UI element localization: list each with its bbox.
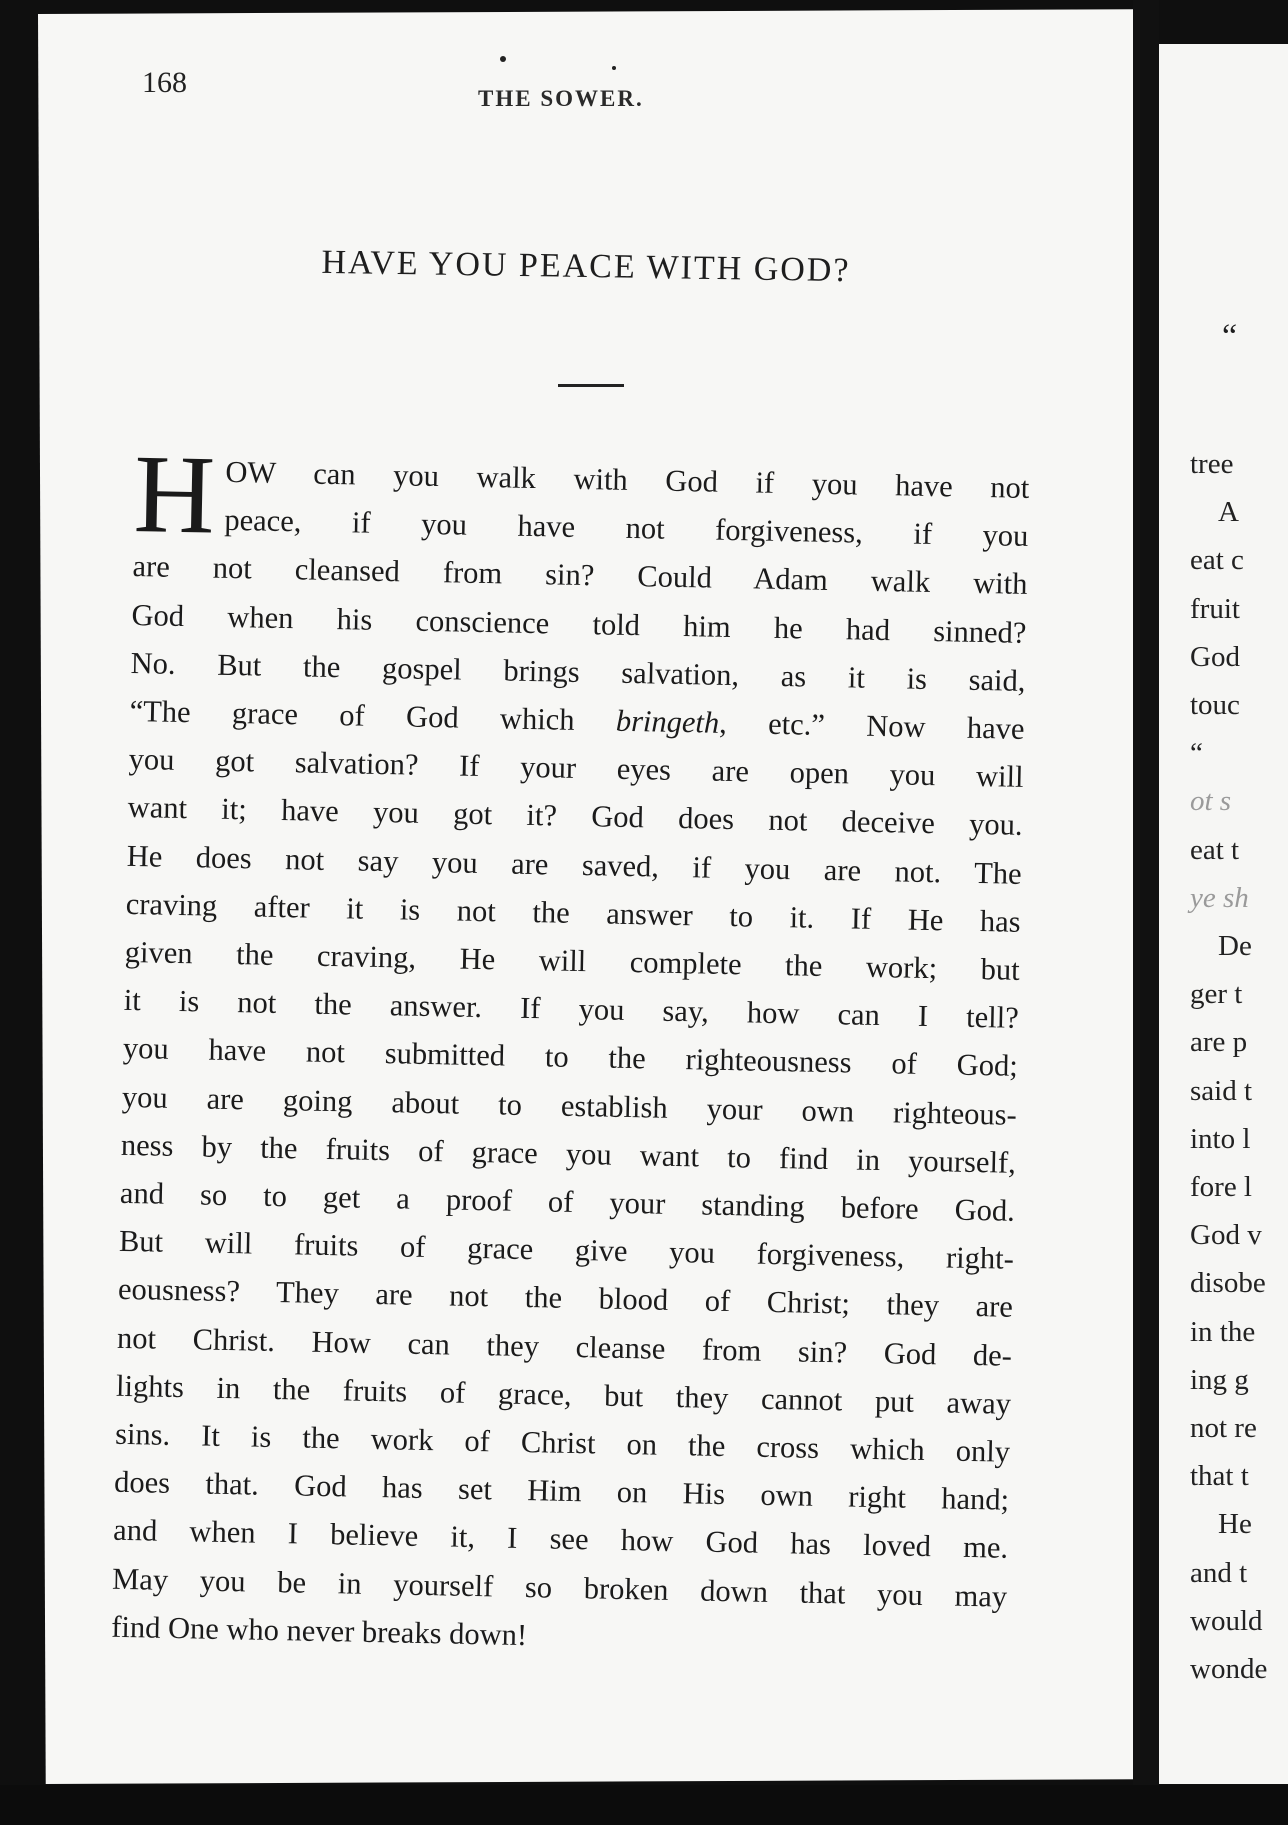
speck bbox=[612, 66, 616, 70]
facing-line: eat t bbox=[1190, 833, 1240, 866]
italic-word: bringeth bbox=[615, 703, 720, 740]
facing-line: fore l bbox=[1190, 1171, 1252, 1204]
article-title: HAVE YOU PEACE WITH GOD? bbox=[321, 243, 851, 290]
facing-line: fruit bbox=[1190, 592, 1240, 625]
body-line: find One who never breaks down! bbox=[110, 1609, 528, 1652]
body-line: ness by the fruits of grace you want to find in yourself, bbox=[120, 1127, 1017, 1180]
facing-line: disobe bbox=[1190, 1267, 1266, 1300]
facing-line: said t bbox=[1190, 1074, 1253, 1107]
facing-page-text bbox=[1190, 440, 1288, 1693]
facing-line: wonde bbox=[1190, 1653, 1268, 1686]
body-line: God when his conscience told him he had sinned? bbox=[131, 597, 1027, 650]
facing-line: ing g bbox=[1190, 1363, 1249, 1396]
body-line: you got salvation? If your eyes are open you will bbox=[128, 742, 1024, 795]
facing-line: would bbox=[1190, 1604, 1263, 1637]
body-line: May you be in yourself so broken down that you may bbox=[111, 1561, 1008, 1614]
body-line: sins. It is the work of Christ on the cross which only bbox=[114, 1416, 1011, 1469]
title-rule bbox=[558, 384, 624, 387]
body-line: you are going about to establish your own righteous- bbox=[121, 1079, 1018, 1132]
body-line: and so to get a proof of your standing before God. bbox=[119, 1175, 1016, 1228]
facing-line: God v bbox=[1190, 1219, 1262, 1252]
body-line: does that. God has set Him on His own right hand; bbox=[113, 1465, 1010, 1518]
running-head: THE SOWER. bbox=[478, 86, 644, 111]
body-line: given the craving, He will complete the work; but bbox=[124, 934, 1021, 987]
facing-line: ye sh bbox=[1190, 881, 1249, 914]
body-line: OW can you walk with God if you have not bbox=[225, 454, 1030, 505]
facing-line: are p bbox=[1190, 1026, 1248, 1059]
body-line: want it; have you got it? God does not deceive you. bbox=[127, 790, 1023, 843]
facing-line: “ bbox=[1190, 737, 1203, 770]
facing-line: eat c bbox=[1190, 544, 1244, 577]
body-line: you have not submitted to the righteousness of God; bbox=[122, 1031, 1019, 1084]
facing-line: He bbox=[1218, 1508, 1252, 1541]
facing-line: A bbox=[1218, 496, 1239, 529]
speck bbox=[500, 56, 506, 62]
article-body bbox=[110, 432, 1030, 1669]
facing-line: in the bbox=[1190, 1315, 1256, 1348]
facing-line: De bbox=[1218, 930, 1252, 963]
facing-line: ot s bbox=[1190, 785, 1232, 818]
scan-bottom-edge bbox=[0, 1785, 1288, 1825]
facing-line: touc bbox=[1190, 689, 1240, 722]
facing-opening-quote: “ bbox=[1222, 318, 1238, 355]
facing-line: God bbox=[1190, 640, 1240, 673]
body-line: But will fruits of grace give you forgiveness, right- bbox=[118, 1224, 1015, 1277]
body-line: No. But the gospel brings salvation, as it is said, bbox=[130, 645, 1026, 698]
body-line: He does not say you are saved, if you are not. The bbox=[126, 838, 1022, 891]
facing-line: tree bbox=[1190, 448, 1234, 480]
body-line: and when I believe it, I see how God has loved me. bbox=[112, 1513, 1009, 1566]
page-number: 168 bbox=[142, 66, 187, 99]
body-line-tail: , etc.” Now have bbox=[718, 705, 1025, 746]
body-line: eousness? They are not the blood of Christ; they are bbox=[117, 1272, 1014, 1325]
body-line: peace, if you have not forgiveness, if you bbox=[224, 503, 1029, 554]
facing-line: into l bbox=[1190, 1122, 1251, 1155]
body-line: it is not the answer. If you say, how can I tell? bbox=[123, 983, 1020, 1036]
book-gutter bbox=[1133, 0, 1159, 1824]
facing-line: and t bbox=[1190, 1556, 1248, 1589]
facing-line: not re bbox=[1190, 1412, 1257, 1445]
facing-line: ger t bbox=[1190, 978, 1243, 1011]
body-line: are not cleansed from sin? Could Adam walk with bbox=[132, 549, 1028, 602]
body-line-head: “The grace of God which bbox=[129, 693, 617, 738]
body-line: craving after it is not the answer to it. If He has bbox=[125, 886, 1021, 939]
drop-cap: H bbox=[132, 432, 217, 558]
body-line: lights in the fruits of grace, but they cannot put away bbox=[115, 1368, 1012, 1421]
facing-line: that t bbox=[1190, 1460, 1249, 1493]
body-line: not Christ. How can they cleanse from sin? God de- bbox=[116, 1320, 1013, 1373]
